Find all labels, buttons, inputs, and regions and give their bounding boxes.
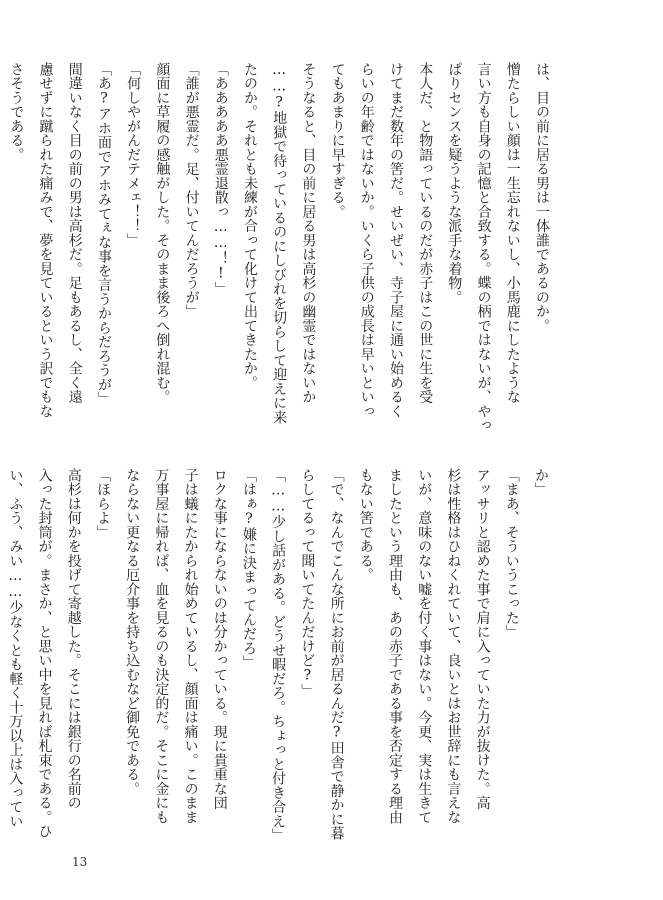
- text-line: 「誰が悪霊だ。足、付いてんだろうが」: [183, 62, 200, 319]
- text-line: アッサリと認めた事で肩に入っていた力が抜けた。高: [474, 468, 491, 810]
- text-line: 万事屋に帰れば、血を見るのも決定的だ。そこに金にも: [153, 468, 170, 825]
- text-line: 間違いなく目の前の男は高杉だ。足もあるし、全く遠: [66, 62, 83, 404]
- text-line: 「まあ、そういうこった」: [503, 468, 520, 639]
- text-line: そうなると、目の前に居る男は高杉の幽霊ではないか: [300, 62, 317, 404]
- text-line: [0, 62, 1, 424]
- text-line: ましたという理由も、あの赤子である事を否定する理由: [386, 468, 403, 825]
- text-line: 本人だ、と物語っているのだが赤子はこの世に生を受: [417, 62, 434, 404]
- text-block-lower: [7, 468, 555, 843]
- text-line: 「はぁ?嫌に決まってんだろ」: [240, 468, 257, 670]
- text-line: か」: [533, 468, 549, 497]
- text-line: 「何しやがんだテメェ！！」: [125, 62, 142, 248]
- text-line: ……?地獄で待っているのにしびれを切らして迎えに来: [271, 62, 288, 425]
- text-line: ロクな事にならないのは分かっている。現に貴重な団: [211, 468, 228, 810]
- text-line: 言い方も自身の記憶と合致する。蝶の柄ではないが、やっ: [475, 62, 492, 433]
- text-line: けてまだ数年の筈だ。せいぜい、寺子屋に通い始めるく: [387, 62, 404, 419]
- text-line: 顔面に草履の感触がした。そのまま後ろへ倒れ混む。: [154, 62, 171, 404]
- text-line: 「……少し話がある。どうせ暇だろ。ちょっと付き合え」: [270, 468, 287, 843]
- text-line: ぱりセンスを疑うような派手な着物。: [446, 62, 463, 305]
- text-line: 子は蟻にたかられ始めているし、顔面は痛い。このまま: [182, 468, 199, 825]
- text-line: 「で、なんでこんな所にお前が居るんだ?田舎で静かに暮: [328, 468, 345, 841]
- text-line: 「あ?アホ面でアホみてぇな事を言うからだろうが」: [95, 62, 112, 406]
- text-line: さそうである。: [8, 62, 25, 162]
- text-line: もない筈である。: [357, 468, 374, 582]
- page-number: 13: [72, 855, 88, 869]
- text-line: てもあまりに早すぎる。: [329, 62, 346, 219]
- text-line: らいの年齢ではないか。いくら子供の成長は早いといっ: [358, 62, 375, 419]
- text-line: たのか。それとも未練が合って化けて出てきたか。: [241, 62, 258, 390]
- text-line: 高杉は何かを投げて寄越した。そこには銀行の名前の: [65, 468, 82, 810]
- text-line: らしてるって聞いてたんだけど?」: [299, 468, 316, 698]
- text-line: は、目の前に居る男は一体誰であるのか。: [534, 62, 550, 333]
- text-line: 慮せずに蹴られた痛みで、夢を見ているという訳でもな: [37, 62, 54, 419]
- text-line: 「ほらよ」: [94, 468, 111, 540]
- text-line: 「あああああ悪霊退散っ……！!」: [212, 62, 229, 296]
- text-line: 憎たらしい顔は一生忘れないし、小馬鹿にしたような: [504, 62, 521, 404]
- text-line: ならない更なる厄介事を持ち込むなど御免である。: [124, 468, 141, 796]
- text-line: い、ふう、みい……少なくとも軽く十万以上は入ってい: [7, 468, 24, 829]
- text-block-upper: [8, 62, 556, 433]
- text-line: 入った封筒が。まさか、と思い中を見れば札束である。ひ: [36, 468, 53, 839]
- text-line: 杉は性格はひねくれていて、良いとはお世辞にも言えな: [445, 468, 462, 825]
- text-line: いが、意味のない嘘を付く事はない。今更、実は生きて: [416, 468, 433, 825]
